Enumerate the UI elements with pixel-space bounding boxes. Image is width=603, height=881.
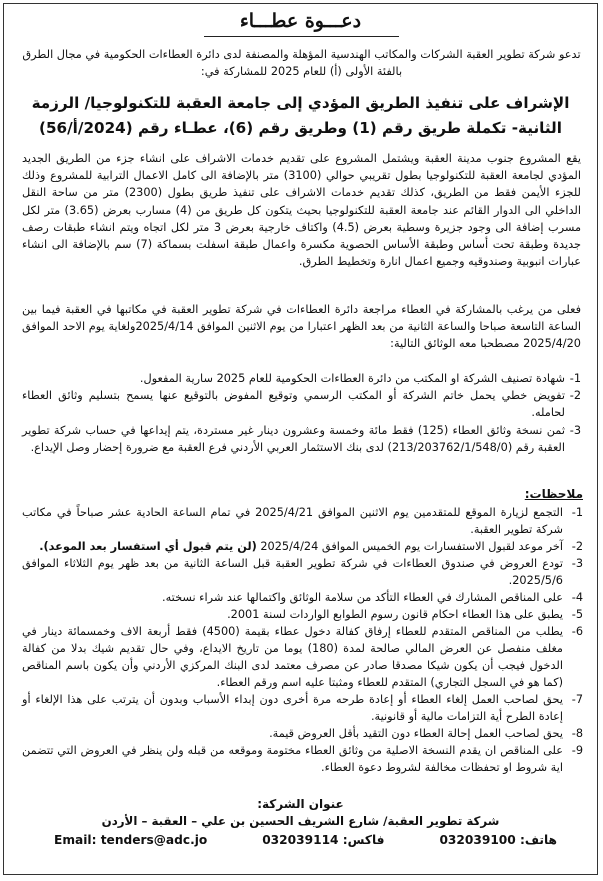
note-text: على المناقص ان يقدم النسخة الاصلية من وثائق العطاء مختومة وموقعه من قبله ولن ينظر في العروض التي تتضمن اية شروط او تحفظات مخالفة لشروط دعوة العطاء. (22, 744, 563, 774)
note-item (22, 504, 583, 538)
email-address[interactable]: Email: tenders@adc.jo (54, 833, 208, 847)
intro-text: تدعو شركة تطوير العقبة الشركات والمكاتب الهندسية المؤهلة والمصنفة لدى دائرة العطاءات الحكومية في مجال الطرق بالفئة الأولى (أ) للعام 2025 للمشاركة في: (22, 48, 581, 79)
note-number: 1- (571, 506, 583, 519)
notes-list (22, 504, 583, 776)
note-emphasis: (لن يتم قبول أي استفسار بعد الموعد). (39, 540, 257, 553)
note-text: يحق لصاحب العمل إلغاء العطاء أو إعادة طرحه مرة أخرى دون إبداء الأسباب وبدون أن يترتب على هذا الإلغاء أو إعادة الطرح أية التزامات مالية أو قانونية. (22, 693, 563, 723)
item-number: 3- (569, 423, 581, 437)
note-number: 3- (571, 557, 583, 570)
contact-line (54, 833, 557, 847)
title-underline (204, 36, 399, 37)
tender-announcement (3, 3, 598, 875)
note-number: 6- (571, 625, 583, 638)
note-item (22, 623, 583, 691)
announcement-title: دعـــوة عطـــاء (239, 10, 362, 32)
required-documents-list (22, 370, 581, 456)
item-number: 2- (569, 389, 581, 403)
project-description: يقع المشروع جنوب مدينة العقبة ويشتمل المشروع على تقديم خدمات الاشراف على انشاء جزء من الطريق الجديد المؤدي لجامعة العقبة للتكنولوجيا بطول تقريبي حوالي (3100) متر بالإضافة الى كامل الاعمال الترابية للمشروع وذلك للجزء الأيمن فقط من الطريق، كذلك تقديم خدمات الاشراف على تنفيذ طريق بطول (2300) متر من ساحة النقل الداخلي الى الدوار القائم عند جامعة العقبة للتكنولوجيا بحيث يتكون كل طريق من (4) مسارب بعرض (3.65) متر لكل مسرب إضافة الى وجود جزيرة وسطية بعرض (4.5) واكتاف خارجية بعرض 3 متر لكل اتجاه ويتم انشاء طبقات رصف جديدة وطبقة تحت أساس وطبقة الأساس الحصوية مكسرة واعمال طبقة اسفلت بسماكة (7) سم بالإضافة الى انشاء عبارات انبوبية وصندوقيه وجميع اعمال انارة وتخطيط الطرق. (22, 152, 582, 269)
item-text: ثمن نسخة وثائق العطاء (125) فقط مائة وخمسة وعشرون دينار غير مستردة، يتم إيداعها في حساب شركة تطوير العقبة رقم (213/203762/1/548/0) لدى بنك الاستثمار العربي الأردني فرع العقبة مع ضرورة إحضار وصل الإيداع. (22, 423, 565, 454)
note-text: يحق لصاحب العمل إحالة العطاء دون التقيد بأقل العروض قيمة. (269, 727, 563, 740)
item-text: شهادة تصنيف الشركة او المكتب من دائرة العطاءات الحكومية للعام 2025 سارية المفعول. (139, 372, 565, 385)
note-item (22, 555, 583, 589)
note-number: 4- (571, 591, 583, 604)
note-item (22, 725, 583, 742)
note-number: 7- (571, 693, 583, 706)
tender-headline: الإشراف على تنفيذ الطريق المؤدي إلى جامعة العقبة للتكنولوجيا/ الرزمة الثانية- تكملة طريق رقم (1) وطريق رقم (6)، عطـاء رقم (2024/أ/56) (31, 94, 570, 137)
note-text: تودع العروض في صندوق العطاءات في شركة تطوير العقبة قبل الساعة الثانية من بعد ظهر يوم الثلاثاء الموافق 2025/5/6. (22, 557, 563, 587)
address-heading: عنوان الشركة: (257, 797, 344, 811)
note-text: يطلب من المناقص المتقدم للعطاء إرفاق كفالة دخول عطاء بقيمة (4500) فقط أربعة الاف وخمسمائة دينار في مغلف منفصل عن العرض المالي صالحة لمدة (180) يوما من تاريخ الايداع، وفي حال تقديم شيك بدلا من كفالة الدخول فيجب أن يكون شيكا مصدقا صادر عن مصرف معتمد لدى البنك المركزي الأردني وأن يكون باسم المناقص (كما هو في السجل التجاري) المتقدم للعطاء ومثبتا عليه اسم ورقم العطاء. (22, 625, 563, 689)
note-number: 2- (571, 540, 583, 553)
note-item (22, 691, 583, 725)
note-number: 8- (571, 727, 583, 740)
item-text: تفويض خطي يحمل خاتم الشركة أو المكتب الرسمي وتوقيع المفوض بالتوقيع عنها يسمح بتسليم وثائق العطاء لحامله. (22, 389, 565, 420)
fax-number: فاكس: 032039114 (262, 833, 385, 847)
phone-number: هاتف: 032039100 (439, 833, 557, 847)
note-number: 9- (571, 744, 583, 757)
participation-instructions: فعلى من يرغب بالمشاركة في العطاء مراجعة دائرة العطاءات في شركة تطوير العقبة في مكاتبها في العقبة فيما بين الساعة التاسعة صباحا والساعة الثانية من بعد الظهر اعتبارا من يوم الاثنين الموافق 2025/4/14ولغاية يوم الاحد الموافق 2025/4/20 مصطحبا معه الوثائق التالية: (22, 303, 582, 351)
note-item (22, 606, 583, 623)
note-text: التجمع لزيارة الموقع للمتقدمين يوم الاثنين الموافق 2025/4/21 في تمام الساعة الحادية عشر صباحاً في مكاتب شركة تطوير العقبة. (22, 506, 563, 536)
list-item (22, 370, 581, 387)
list-item (22, 387, 581, 421)
item-number: 1- (569, 372, 581, 385)
note-text: آخر موعد لقبول الاستفسارات يوم الخميس الموافق 2025/4/24 (لن يتم قبول أي استفسار بعد الموعد). (39, 540, 563, 553)
list-item (22, 422, 581, 456)
note-text: يطبق على هذا العطاء احكام قانون رسوم الطوابع الواردات لسنة 2001. (227, 608, 563, 621)
note-item (22, 538, 583, 555)
notes-heading: ملاحظات: (524, 487, 583, 501)
note-item (22, 742, 583, 776)
note-item (22, 589, 583, 606)
company-address: شركة تطوير العقبة/ شارع الشريف الحسين بن علي – العقبة – الأردن (101, 814, 500, 828)
note-text: على المناقص المشارك في العطاء التأكد من سلامة الوثائق واكتمالها عند شراء نسخته. (162, 591, 563, 604)
note-number: 5- (571, 608, 583, 621)
